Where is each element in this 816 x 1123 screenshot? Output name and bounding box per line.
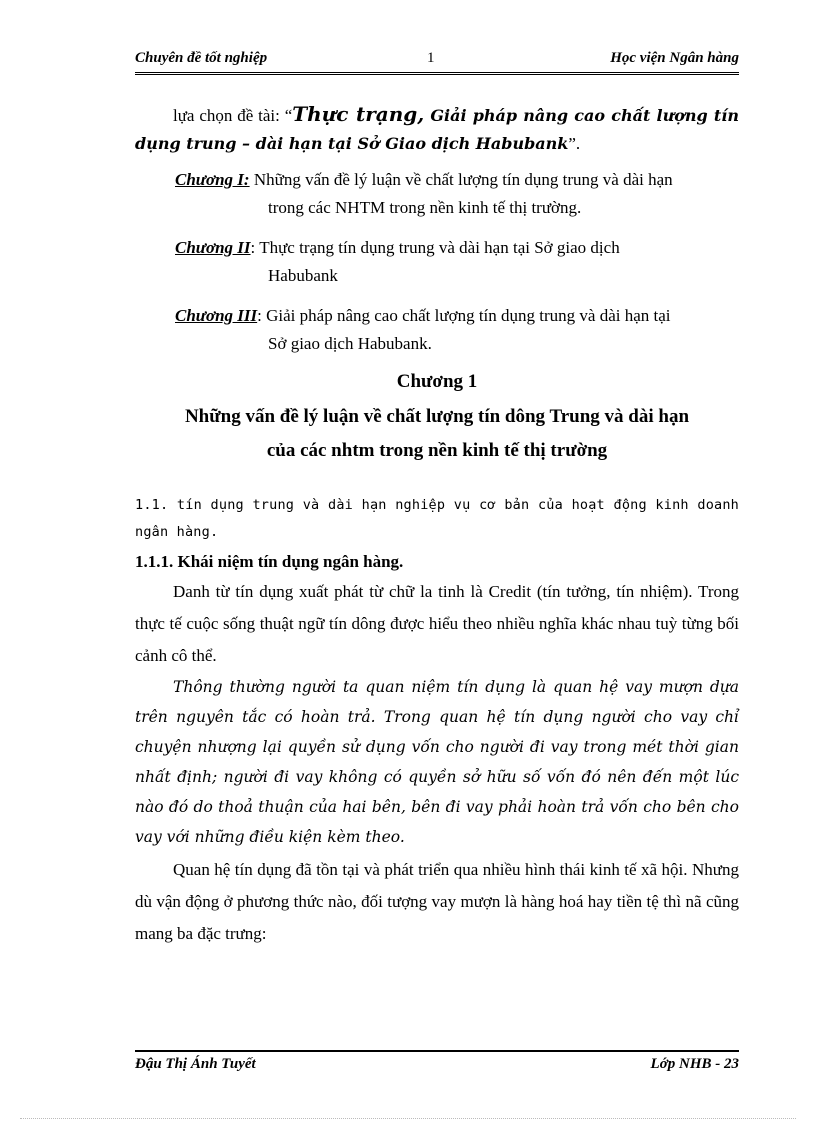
header-rule xyxy=(135,72,739,75)
chapter-text-cont: Habubank xyxy=(268,266,338,285)
chapter-label: Chương III xyxy=(175,306,258,325)
section-heading: 1.1. tín dụng trung và dài hạn nghiệp vụ cơ bản của hoạt động kinh doanh ngân hàng. xyxy=(135,497,739,540)
chapter-text: Những vấn đề lý luận về chất lượng tín dụng trung và dài hạn xyxy=(249,170,673,189)
header-left: Chuyên đề tốt nghiệp xyxy=(135,50,268,66)
footer-left: Đậu Thị Ánh Tuyết xyxy=(135,1056,256,1072)
chapter-text-cont: trong các NHTM trong nền kinh tế thị trường. xyxy=(268,198,582,217)
chapter-title-line1: Những vấn đề lý luận về chất lượng tín dông Trung và dài hạn xyxy=(184,406,690,427)
chapter-item xyxy=(175,302,739,358)
paragraph: Danh từ tín dụng xuất phát từ chữ la tinh là Credit (tín tưởng, tín nhiệm). Trong thực tế cuộc sống thuật ngữ tín dông được hiểu theo nhiều nghĩa khác nhau tuỳ từng bối cảnh cô thể. xyxy=(135,582,739,665)
page-body xyxy=(135,100,739,950)
footer-right: Lớp NHB - 23 xyxy=(650,1056,739,1072)
topic-title-big: Thực trạng, xyxy=(292,102,425,126)
chapter-item xyxy=(175,166,739,222)
topic-title-rest: Giải pháp nâng cao chất lượng tín dụng trung – dài hạn tại Sở Giao dịch Habubank xyxy=(135,106,740,153)
chapter-item xyxy=(175,234,739,290)
paragraph: Quan hệ tín dụng đã tồn tại và phát triển qua nhiều hình thái kinh tế xã hội. Nhưng dù vận động ở phương thức nào, đối tượng vay mượn là hàng hoá hay tiền tệ thì nã cũng mang ba đặc trưng: xyxy=(135,860,739,943)
page-footer xyxy=(135,1056,739,1078)
chapter-text: : Giải pháp nâng cao chất lượng tín dụng trung và dài hạn tại xyxy=(257,306,671,325)
page-header xyxy=(135,48,739,72)
chapter-title xyxy=(135,400,739,468)
topic-suffix: ”. xyxy=(568,134,581,153)
footer-rule xyxy=(135,1050,739,1052)
italic-paragraph: Thông thường người ta quan niệm tín dụng là quan hệ vay mượn dựa trên nguyên tắc có hoàn trả. Trong quan hệ tín dụng người cho vay chỉ chuyện nhượng lại quyền sử dụng vốn cho người đi vay trong mét thời gian nhất định; người đi vay không có quyền sở hữu số vốn đó nên đến một lúc nào đó do thoả thuận của hai bên, bên đi vay phải hoàn trả vốn cho bên cho vay với những điều kiện kèm theo. xyxy=(135,678,739,846)
chapter-text: : Thực trạng tín dụng trung và dài hạn tại Sở giao dịch xyxy=(250,238,620,257)
topic-prefix: lựa chọn đề tài: “ xyxy=(173,106,293,125)
chapter-label: Chương I: xyxy=(175,170,250,189)
topic-paragraph xyxy=(135,100,739,158)
page-bottom-edge xyxy=(20,1118,796,1119)
chapter-title-line2: của các nhtm trong nền kinh tế thị trường xyxy=(266,440,608,461)
page-number: 1 xyxy=(427,50,435,66)
chapter-number: Chương 1 xyxy=(396,371,478,392)
chapter-label: Chương II xyxy=(175,238,251,257)
chapter-text-cont: Sở giao dịch Habubank. xyxy=(268,334,432,353)
chapter-list xyxy=(135,166,739,358)
subsection-heading: 1.1.1. Khái niệm tín dụng ngân hàng. xyxy=(135,552,404,571)
header-right: Học viện Ngân hàng xyxy=(610,50,739,66)
